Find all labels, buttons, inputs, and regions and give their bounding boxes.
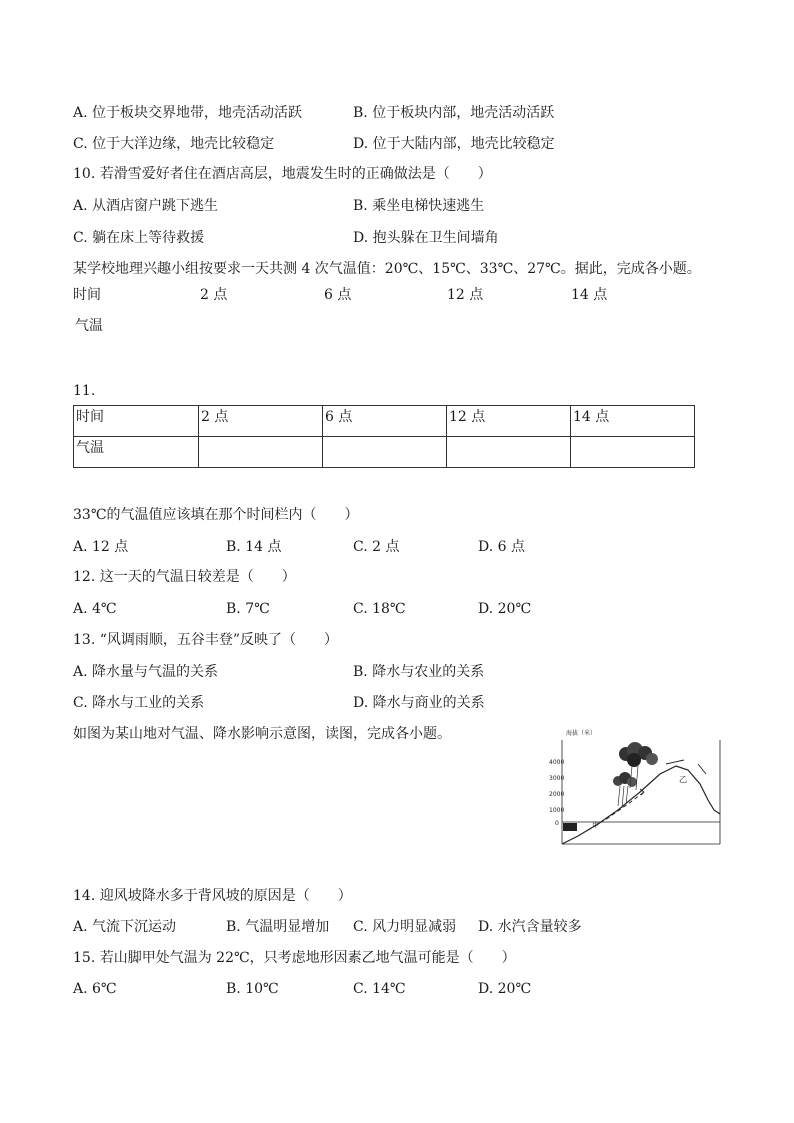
q13-option-a: A. 降水量与气温的关系 (73, 664, 219, 680)
q15-option-a: A. 6℃ (73, 981, 117, 997)
table-cell: 气温 (74, 437, 199, 468)
q12-stem: 12. 这一天的气温日较差是（ ） (73, 569, 296, 585)
temperature-table (73, 405, 695, 468)
q11-option-b: B. 14 点 (226, 539, 282, 555)
q13-option-d: D. 降水与商业的关系 (353, 695, 485, 711)
q13-stem: 13. “风调雨顺，五谷丰登”反映了（ ） (73, 632, 339, 648)
q11-option-d: D. 6 点 (478, 539, 525, 555)
q11-option-a: A. 12 点 (73, 539, 129, 555)
q12-option-c: C. 18℃ (353, 601, 406, 617)
q9-option-b: B. 位于板块内部，地壳活动活跃 (353, 105, 555, 121)
q9-option-d: D. 位于大陆内部，地壳比较稳定 (353, 136, 555, 152)
table-cell: 6 点 (323, 406, 447, 437)
q11-stem: 33℃的气温值应该填在那个时间栏内（ ） (73, 507, 359, 523)
q15-stem: 15. 若山脚甲处气温为 22℃，只考虑地形因素乙地气温可能是（ ） (73, 950, 516, 966)
plain-row-14: 14 点 (571, 287, 608, 303)
q9-option-c: C. 位于大洋边缘，地壳比较稳定 (73, 136, 275, 152)
q13-option-b: B. 降水与农业的关系 (353, 664, 485, 680)
intro-mountain: 如图为某山地对气温、降水影响示意图，读图，完成各小题。 (73, 726, 451, 742)
sea-box (563, 823, 577, 831)
tick-label: 0 (555, 820, 559, 827)
q10-option-c: C. 躺在床上等待救援 (73, 230, 205, 246)
q11-number: 11. (73, 383, 96, 399)
intro-temperature: 某学校地理兴趣小组按要求一天共测 4 次气温值：20℃、15℃、33℃、27℃。据此，完成各小题。 (73, 261, 701, 277)
q15-option-d: D. 20℃ (478, 981, 532, 997)
q14-option-d: D. 水汽含量较多 (478, 919, 582, 935)
q12-option-a: A. 4℃ (73, 601, 117, 617)
q14-option-b: B. 气温明显增加 (226, 919, 330, 935)
q12-option-d: D. 20℃ (478, 601, 532, 617)
q14-stem: 14. 迎风坡降水多于背风坡的原因是（ ） (73, 888, 352, 904)
table-cell (571, 437, 695, 468)
tick-label: 2000 (549, 791, 565, 798)
q14-option-a: A. 气流下沉运动 (73, 919, 177, 935)
q9-option-a: A. 位于板块交界地带，地壳活动活跃 (73, 105, 303, 121)
mountain-profile (562, 766, 720, 844)
axis-label: 海拔（米） (566, 730, 597, 737)
table-cell: 14 点 (571, 406, 695, 437)
q14-option-c: C. 风力明显减弱 (353, 919, 457, 935)
plain-row-2: 2 点 (200, 287, 228, 303)
table-cell (323, 437, 447, 468)
mountain-diagram (548, 726, 724, 848)
plain-row-time: 时间 (73, 287, 101, 303)
q10-stem: 10. 若滑雪爱好者住在酒店高层，地震发生时的正确做法是（ ） (73, 166, 492, 182)
q13-option-c: C. 降水与工业的关系 (73, 695, 205, 711)
q10-option-d: D. 抱头躲在卫生间墙角 (353, 230, 499, 246)
tick-label: 3000 (549, 775, 565, 782)
descending-air-arrow (698, 764, 706, 774)
cloud-icon (613, 742, 658, 787)
plain-row-12: 12 点 (447, 287, 484, 303)
table-row (74, 406, 695, 437)
q15-option-b: B. 10℃ (226, 981, 279, 997)
q12-option-b: B. 7℃ (226, 601, 270, 617)
table-cell (447, 437, 571, 468)
label-yi: 乙 (679, 775, 687, 784)
table-row (74, 437, 695, 468)
mountain-climate-figure (548, 726, 724, 848)
table-cell (199, 437, 323, 468)
label-jia: 甲 (592, 821, 599, 829)
table-cell: 2 点 (199, 406, 323, 437)
table-cell: 时间 (74, 406, 199, 437)
upper-flow-arrow (666, 760, 684, 764)
table-cell: 12 点 (447, 406, 571, 437)
q11-option-c: C. 2 点 (353, 539, 400, 555)
q10-option-a: A. 从酒店窗户跳下逃生 (73, 198, 219, 214)
plain-row-6: 6 点 (324, 287, 352, 303)
tick-label: 1000 (549, 807, 565, 814)
plain-row-temp: 气温 (75, 318, 103, 334)
q10-option-b: B. 乘坐电梯快速逃生 (353, 198, 485, 214)
tick-label: 4000 (549, 759, 565, 766)
q15-option-c: C. 14℃ (353, 981, 406, 997)
